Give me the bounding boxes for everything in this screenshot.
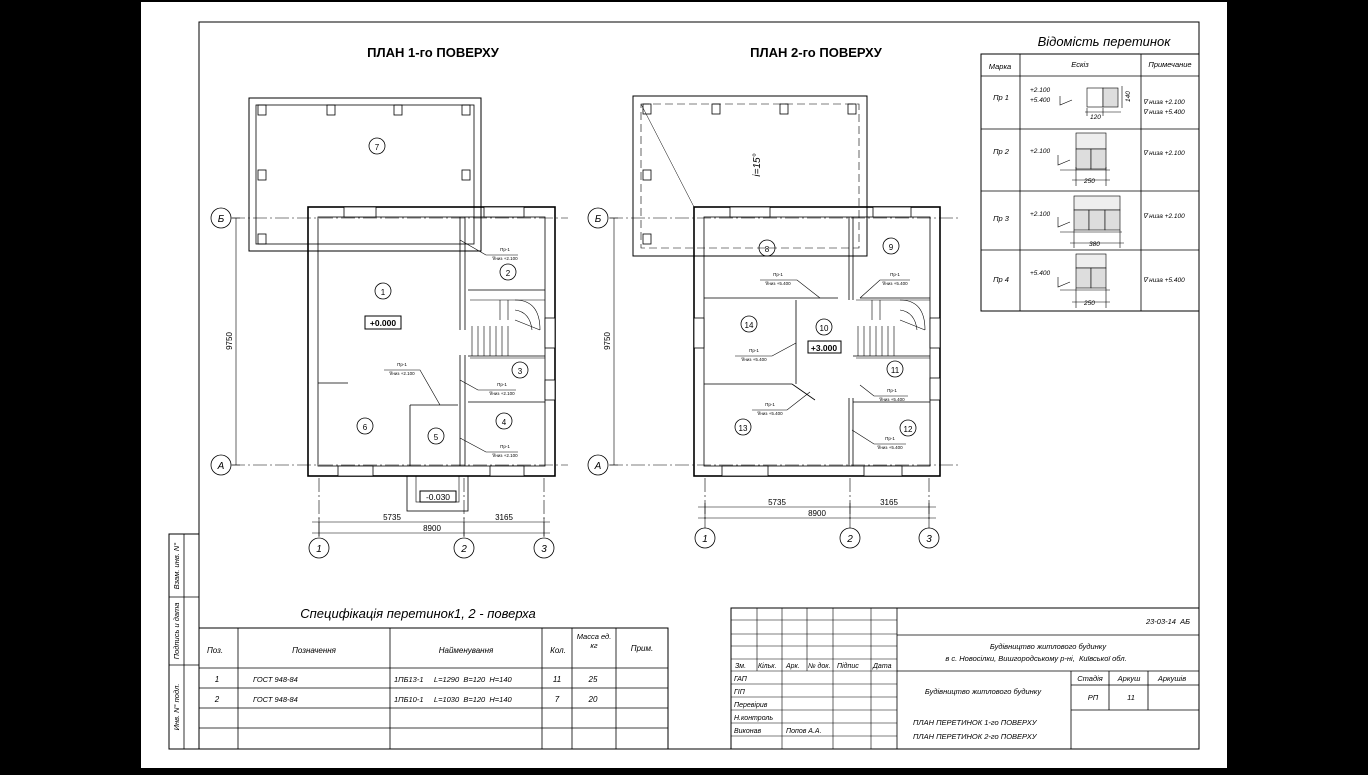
tb-sheets-label: Аркушів bbox=[1157, 674, 1187, 683]
spec-row2-qty: 7 bbox=[554, 695, 560, 704]
axis-2-f2: 2 bbox=[847, 534, 853, 545]
pr2-note1: ∇ низа +2.100 bbox=[1143, 150, 1185, 157]
room-12-label: 12 bbox=[903, 425, 913, 434]
pr1-note1: ∇ низа +2.100 bbox=[1143, 99, 1185, 106]
lintel-level-f2-c: ∇низ +5.400 bbox=[741, 357, 767, 362]
dim-height-f1: 9750 bbox=[225, 332, 234, 350]
room-5-label: 5 bbox=[433, 433, 439, 442]
tb-sheet: 11 bbox=[1127, 693, 1135, 702]
room-1-label: 1 bbox=[380, 288, 386, 297]
lintel-level-f2-f: ∇низ +5.400 bbox=[877, 445, 903, 450]
schedule-header-mark: Марка bbox=[988, 62, 1012, 71]
lintel-tag-f2-a: Пр-1 bbox=[773, 272, 783, 277]
room-7-label: 7 bbox=[374, 143, 380, 152]
room-11-label: 11 bbox=[890, 366, 900, 375]
tb-project-line1: Будівництво житлового будинку bbox=[989, 642, 1107, 651]
spec-row2-mass: 20 bbox=[588, 695, 598, 704]
axis-b-f1: Б bbox=[217, 214, 225, 225]
schedule-row1-mark: Пр 1 bbox=[993, 93, 1009, 102]
axis-b-f2: Б bbox=[594, 214, 602, 225]
lintel-tag-f1-b: Пр-1 bbox=[497, 382, 507, 387]
dim-total-f2: 8900 bbox=[808, 509, 826, 518]
tb-author: Попов А.А. bbox=[786, 728, 822, 735]
lintel-level-f1-a: ∇низ +2.100 bbox=[492, 256, 518, 261]
room-8-label: 8 bbox=[764, 245, 770, 254]
tb-hdr-zm: Зм. bbox=[735, 663, 747, 670]
spec-header-mass-box bbox=[573, 632, 615, 666]
tb-hdr-ndok: № док. bbox=[808, 663, 831, 670]
pr1-level-a: +2.100 bbox=[1030, 87, 1051, 94]
pr4-note1: ∇ низа +5.400 bbox=[1143, 277, 1185, 284]
tb-project-line2: в с. Новосілки, Вишгородському р-ні, Київської обл. bbox=[945, 654, 1127, 663]
axis-a-f2: А bbox=[594, 461, 602, 472]
floor2-title: ПЛАН 2-го ПОВЕРХУ bbox=[750, 45, 882, 60]
schedule-title: Відомість перетинок bbox=[1037, 34, 1171, 49]
tb-hdr-pidpys: Підпис bbox=[837, 663, 859, 670]
spec-row1-qty: 11 bbox=[552, 675, 562, 684]
lintel-level-f2-d: ∇низ +5.400 bbox=[879, 397, 905, 402]
spec-header-name: Найменування bbox=[438, 646, 494, 655]
tb-role-gap: ГАП bbox=[734, 676, 747, 683]
axis-3-f1: 3 bbox=[541, 544, 547, 555]
pr3-note1: ∇ низа +2.100 bbox=[1143, 213, 1185, 220]
room-3-label: 3 bbox=[517, 367, 523, 376]
lintel-level-f2-b: ∇низ +5.400 bbox=[882, 281, 908, 286]
side-stamp-b: Подпись и дата bbox=[172, 602, 181, 660]
room-13-label: 13 bbox=[738, 424, 748, 433]
schedule-row4-mark: Пр 4 bbox=[993, 275, 1009, 284]
spec-row1-pos: 1 bbox=[214, 675, 220, 684]
tb-role-nkontrol: Н.контроль bbox=[734, 715, 774, 722]
dim-height-f2: 9750 bbox=[603, 332, 612, 350]
tb-stage-label: Стадія bbox=[1077, 674, 1103, 683]
spec-row2-name: 1ПБ10-1 L=1030 B=120 H=140 bbox=[394, 695, 512, 704]
lintel-level-f1-b: ∇низ +2.100 bbox=[489, 391, 515, 396]
spec-header-qty: Кол. bbox=[550, 646, 566, 655]
room-14-label: 14 bbox=[744, 321, 754, 330]
schedule-row2-mark: Пр 2 bbox=[993, 147, 1009, 156]
pr1-dim-w: 120 bbox=[1090, 114, 1101, 121]
axis-1-f1: 1 bbox=[316, 544, 322, 555]
room-10-label: 10 bbox=[819, 324, 829, 333]
axis-3-f2: 3 bbox=[926, 534, 932, 545]
spec-header-note: Прим. bbox=[630, 644, 654, 653]
axis-a-f1: А bbox=[217, 461, 225, 472]
side-stamp-a: Взам. инв. N° bbox=[172, 542, 181, 590]
tb-role-perevir: Перевірив bbox=[734, 702, 768, 709]
lintel-tag-f1-c: Пр-1 bbox=[397, 362, 407, 367]
spec-title: Специфікація перетинок1, 2 - поверха bbox=[300, 606, 536, 621]
floor1-level: +0.000 bbox=[369, 318, 397, 328]
pr3-level-a: +2.100 bbox=[1030, 211, 1051, 218]
dim-right-f2: 3165 bbox=[880, 498, 898, 507]
spec-header-designation: Позначення bbox=[292, 646, 336, 655]
spec-row1-name: 1ПБ13-1 L=1290 B=120 H=140 bbox=[394, 675, 512, 684]
spec-row2-designation: ГОСТ 948-84 bbox=[253, 695, 298, 704]
pr1-dim-h: 140 bbox=[1125, 91, 1132, 102]
tb-object-name: Будівництво житлового будинку bbox=[924, 687, 1042, 696]
porch-level: -0.030 bbox=[425, 492, 451, 502]
pr1-level-b: +5.400 bbox=[1030, 97, 1051, 104]
lintel-level-f2-e: ∇низ +5.400 bbox=[757, 411, 783, 416]
spec-row1-designation: ГОСТ 948-84 bbox=[253, 675, 298, 684]
lintel-tag-f2-c: Пр-1 bbox=[749, 348, 759, 353]
pr4-dim-w: 250 bbox=[1084, 300, 1095, 307]
lintel-tag-f2-d: Пр-1 bbox=[887, 388, 897, 393]
lintel-tag-f2-e: Пр-1 bbox=[765, 402, 775, 407]
tb-stage: РП bbox=[1087, 693, 1099, 702]
lintel-level-f1-c: ∇низ +2.100 bbox=[389, 371, 415, 376]
dim-left-f2: 5735 bbox=[768, 498, 786, 507]
axis-2-f1: 2 bbox=[461, 544, 467, 555]
spec-header-pos: Поз. bbox=[206, 646, 224, 655]
dim-right-f1: 3165 bbox=[495, 513, 513, 522]
pr2-dim-w: 250 bbox=[1084, 178, 1095, 185]
lintel-level-f2-a: ∇низ +5.400 bbox=[765, 281, 791, 286]
spec-row2-pos: 2 bbox=[214, 695, 220, 704]
tb-drawing-line2: ПЛАН ПЕРЕТИНОК 2-го ПОВЕРХУ bbox=[913, 732, 1037, 741]
tb-role-vykonav: Виконав bbox=[734, 728, 762, 735]
spec-row1-mass: 25 bbox=[588, 675, 598, 684]
floor1-title: ПЛАН 1-го ПОВЕРХУ bbox=[367, 45, 499, 60]
floor2-level: +3.000 bbox=[810, 343, 838, 353]
lintel-tag-f1-a: Пр-1 bbox=[500, 247, 510, 252]
tb-sheet-label: Аркуш bbox=[1117, 674, 1141, 683]
pr4-level-a: +5.400 bbox=[1030, 270, 1051, 277]
spec-header-mass: Масса ед. кг bbox=[576, 632, 612, 650]
tb-role-gip: ГІП bbox=[734, 689, 745, 696]
schedule-header-note: Примечание bbox=[1148, 60, 1192, 69]
lintel-tag-f2-f: Пр-1 bbox=[885, 436, 895, 441]
lintel-level-f1-d: ∇низ +2.100 bbox=[492, 453, 518, 458]
schedule-row3-mark: Пр 3 bbox=[993, 214, 1009, 223]
slope-label: i=15° bbox=[752, 153, 763, 177]
schedule-header-sketch: Ескіз bbox=[1071, 60, 1089, 69]
dim-total-f1: 8900 bbox=[423, 524, 441, 533]
tb-doc-code: 23-03-14 АБ bbox=[1145, 617, 1191, 626]
room-4-label: 4 bbox=[501, 418, 507, 427]
pr1-note2: ∇ низа +5.400 bbox=[1143, 109, 1185, 116]
dim-left-f1: 5735 bbox=[383, 513, 401, 522]
room-2-label: 2 bbox=[505, 269, 511, 278]
tb-drawing-line1: ПЛАН ПЕРЕТИНОК 1-го ПОВЕРХУ bbox=[913, 718, 1037, 727]
lintel-tag-f1-d: Пр-1 bbox=[500, 444, 510, 449]
tb-hdr-kilk: Кільк. bbox=[758, 663, 777, 670]
pr3-dim-w: 380 bbox=[1089, 241, 1100, 248]
tb-hdr-data: Дата bbox=[873, 663, 892, 670]
tb-hdr-ark: Арк. bbox=[786, 663, 800, 670]
axis-1-f2: 1 bbox=[702, 534, 708, 545]
side-stamp-c: Инв. N° подл. bbox=[172, 683, 181, 731]
pr2-level-a: +2.100 bbox=[1030, 148, 1051, 155]
lintel-tag-f2-b: Пр-1 bbox=[890, 272, 900, 277]
room-9-label: 9 bbox=[888, 243, 894, 252]
room-6-label: 6 bbox=[362, 423, 368, 432]
